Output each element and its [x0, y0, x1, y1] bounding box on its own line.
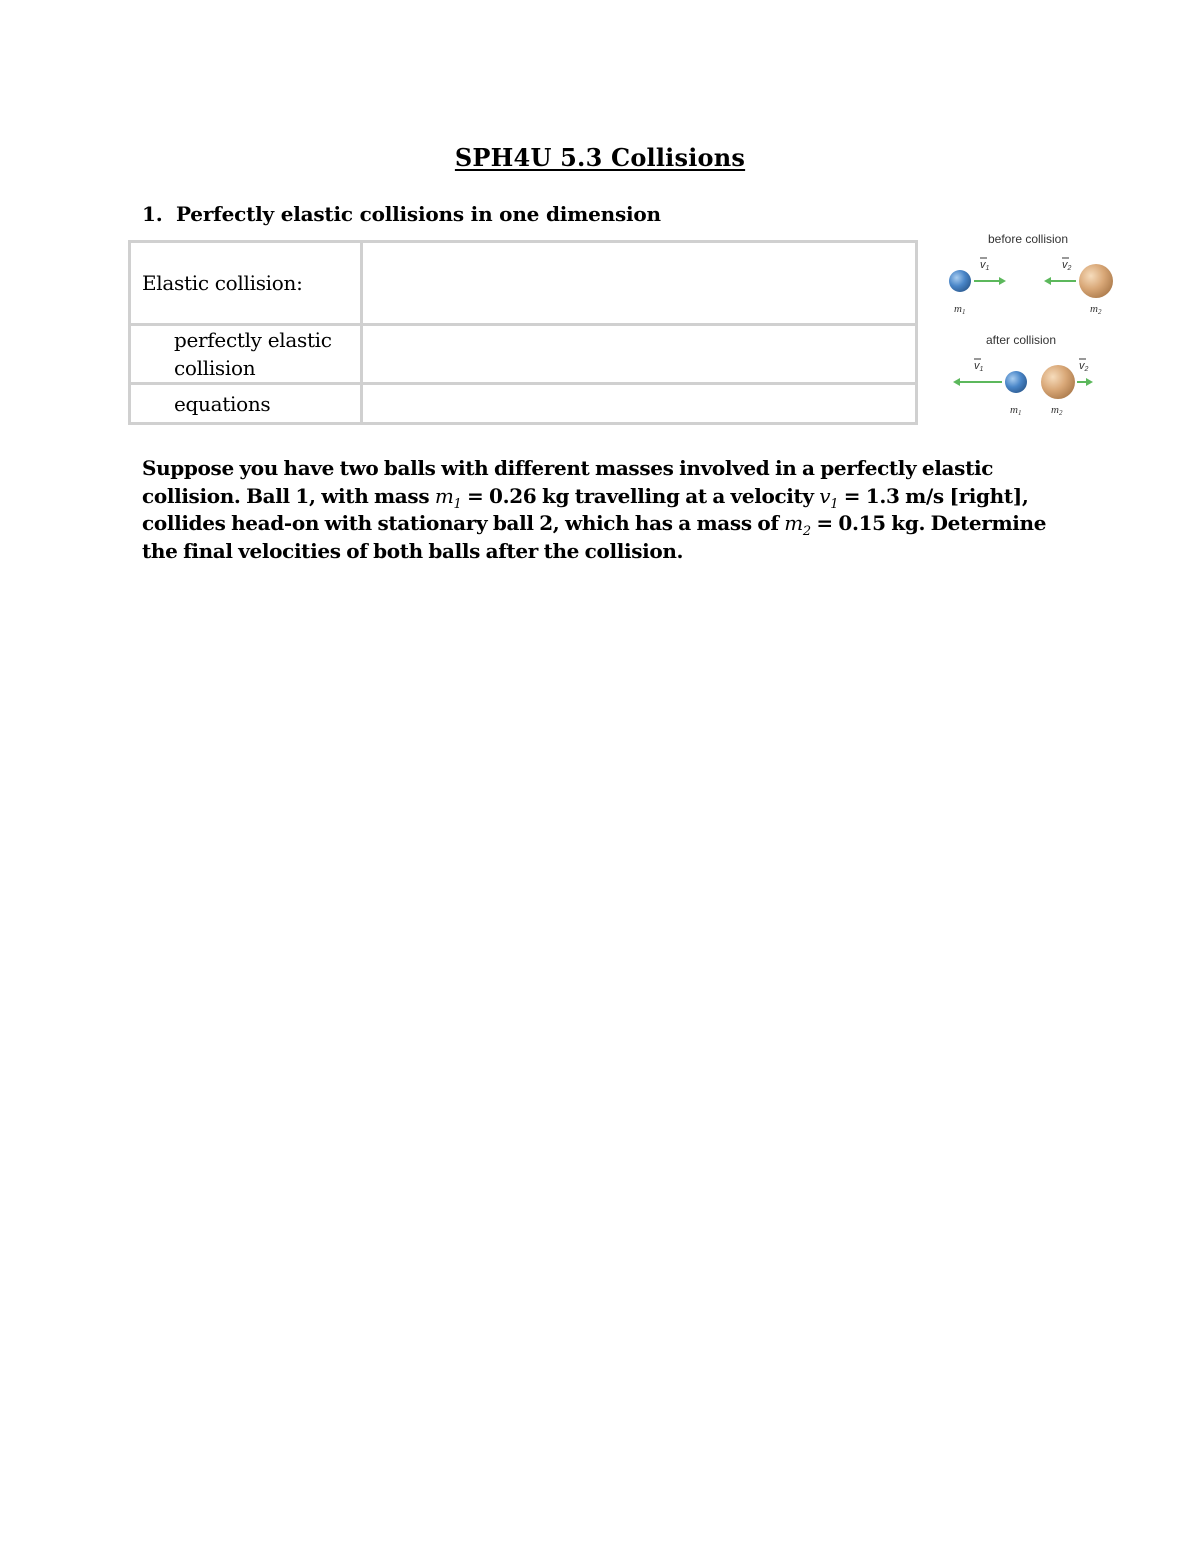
after-collision-label: after collision: [985, 333, 1057, 347]
v2-before-label: [1062, 258, 1072, 272]
svg-text:v2: [1079, 360, 1089, 373]
page-title: SPH4U 5.3 Collisions: [454, 143, 746, 172]
ball-2-after: [1041, 365, 1075, 399]
problem-text-part3: = 1.3 m/s [right], collides head-on with stationary ball 2, which has a mass of: [142, 483, 1029, 535]
svg-text:v1: [980, 259, 990, 272]
before-collision-label: before collision: [987, 232, 1069, 246]
v1-after-label: [974, 359, 984, 373]
ball-2-before: [1079, 264, 1113, 298]
problem-text-part2: = 0.26 kg travelling at a velocity: [461, 483, 820, 508]
m2-before-symbol: m: [1090, 303, 1098, 315]
m2-symbol: m: [784, 511, 803, 535]
v2-before-symbol: v: [1062, 259, 1068, 271]
v1-symbol: v: [819, 483, 831, 508]
elastic-collision-answer-cell: [362, 242, 917, 325]
equations-answer-cell: [362, 384, 917, 424]
v1-before-sub: 1: [985, 265, 990, 272]
svg-text:v1: [974, 360, 984, 373]
v2-before-arrow: [1044, 277, 1076, 285]
equations-label: equations: [174, 391, 271, 416]
v1-subscript: 1: [830, 496, 839, 512]
collision-diagram: [940, 226, 1120, 420]
m1-symbol: m: [434, 483, 454, 508]
v2-after-symbol: v: [1079, 360, 1085, 372]
svg-text:m1: [954, 303, 965, 316]
elastic-collision-label: Elastic collision:: [142, 271, 303, 295]
v2-after-label: [1079, 359, 1089, 373]
problem-text: [142, 455, 1047, 565]
problem-text-part1: Suppose you have two balls with different masses involved in a perfectly elastic collision. Ball 1, with mass: [142, 456, 994, 508]
v1-after-arrow: [953, 378, 1002, 386]
m2-subscript: 2: [802, 524, 811, 539]
v1-after-symbol: v: [974, 360, 980, 372]
v2-before-sub: 2: [1067, 265, 1072, 272]
m1-before-sub: 1: [961, 308, 966, 316]
table-row: [130, 384, 917, 424]
svg-text:v2: [1062, 259, 1072, 272]
v1-before-arrow: [974, 277, 1006, 285]
svg-text:m2: [1090, 303, 1102, 316]
perfectly-elastic-label-line1: perfectly elastic: [174, 328, 332, 352]
definitions-table: [128, 240, 918, 425]
table-row: [130, 325, 917, 384]
v1-after-sub: 1: [979, 366, 984, 373]
table-row: [130, 242, 917, 325]
section-heading: [142, 202, 661, 226]
m1-before-symbol: m: [954, 303, 962, 315]
svg-text:m2: [1051, 404, 1063, 417]
perfectly-elastic-answer-cell: [362, 325, 917, 384]
table-label-cell: [130, 242, 362, 325]
problem-text-part4: = 0.15 kg. Determine the final velocities of both balls after the collision.: [142, 511, 1047, 563]
m1-after-symbol: m: [1010, 404, 1018, 416]
v1-before-label: [980, 258, 990, 272]
section-heading-text: Perfectly elastic collisions in one dimension: [176, 202, 661, 226]
section-number: 1.: [142, 202, 163, 226]
v2-after-sub: 2: [1084, 366, 1089, 373]
m2-before-sub: 2: [1097, 308, 1102, 316]
m1-after-sub: 1: [1017, 409, 1022, 417]
perfectly-elastic-label-line2: collision: [174, 356, 256, 380]
ball-1-before: [949, 270, 971, 292]
m2-after-sub: 2: [1058, 409, 1063, 417]
m2-after-symbol: m: [1051, 404, 1059, 416]
table-label-cell: [130, 384, 362, 424]
svg-text:m1: [1010, 404, 1021, 417]
ball-1-after: [1005, 371, 1027, 393]
m1-subscript: 1: [453, 496, 462, 512]
table-label-cell: [130, 325, 362, 384]
v2-after-arrow: [1077, 378, 1093, 386]
v1-before-symbol: v: [980, 259, 986, 271]
